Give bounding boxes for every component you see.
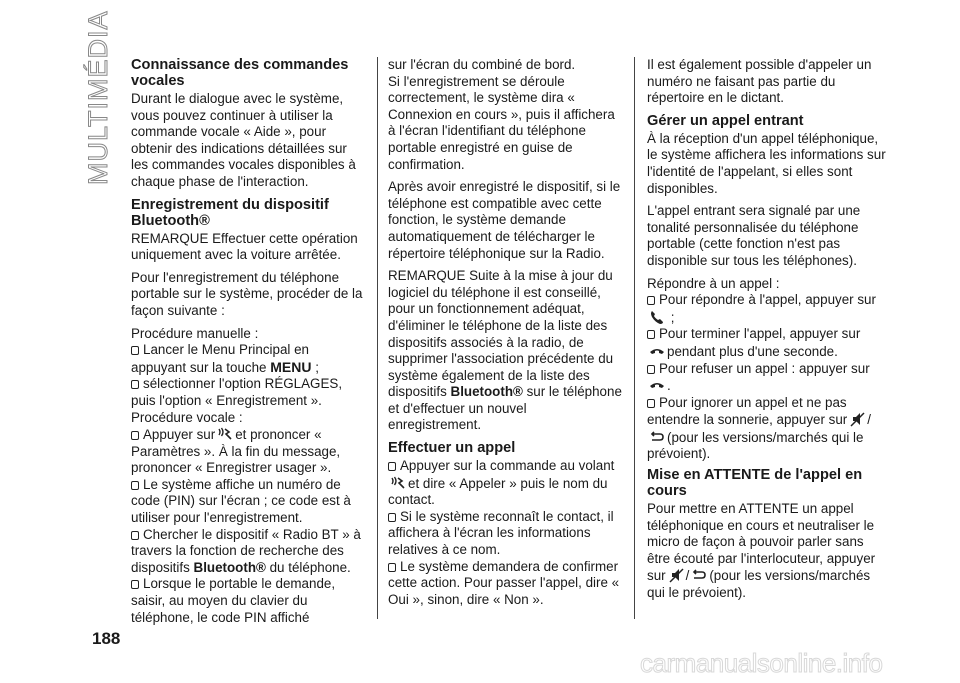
heading-bluetooth-registration: Enregistrement du dispositif Bluetooth®	[131, 196, 329, 229]
mute-icon	[849, 411, 865, 427]
step-item: Pour ignorer un appel et ne pas entendre la sonnerie, appuyer sur / (pour les versions/marchés qui le prévoient).	[647, 394, 871, 462]
paragraph: Après avoir enregistré le dispositif, si le téléphone est compatible avec cette fonction, le système demande automatiquement de télécharger le répertoire téléphonique sur la Radio.	[388, 179, 621, 261]
phone-answer-icon	[649, 309, 665, 325]
paragraph: À la réception d'un appel téléphonique, le système affichera les informations sur l'identité de l'appelant, si elles sont disponibles.	[647, 130, 886, 196]
bullet-icon	[131, 431, 139, 440]
column-1	[131, 57, 364, 626]
paragraph: Durant le dialogue avec le système, vous pouvez continuer à utiliser la commande vocale « Aide », pour obtenir des indications détaillées sur les commandes vocales disponibles à chaque phase de l'interaction.	[131, 91, 356, 189]
heading-incoming-call: Gérer un appel entrant	[647, 112, 804, 129]
bullet-icon	[131, 346, 139, 355]
paragraph: Pour l'enregistrement du téléphone portable sur le système, procéder de la façon suivante :	[131, 269, 363, 318]
step-item: Chercher le dispositif « Radio BT » à travers la fonction de recherche des dispositifs Bluetooth® du téléphone.	[131, 526, 361, 575]
heading-call-hold: Mise en ATTENTE de l'appel en cours	[647, 467, 863, 500]
paragraph: L'appel entrant sera signalé par une tonalité personnalisée du téléphone portable (cette fonction n'est pas disponible sur tous les téléphones).	[647, 203, 861, 268]
column-divider	[634, 57, 635, 619]
step-item: sélectionner l'option RÉGLAGES, puis l'option « Enregistrement ».	[131, 376, 343, 408]
return-arrow-icon	[649, 429, 665, 445]
paragraph: Il est également possible d'appeler un numéro ne faisant pas partie du répertoire en le dictant.	[647, 57, 872, 106]
bullet-icon	[131, 481, 139, 490]
paragraph: Procédure vocale :	[131, 409, 243, 425]
step-item: Lorsque le portable le demande, saisir, au moyen du clavier du téléphone, le code PIN affiché	[131, 576, 336, 625]
return-arrow-icon	[691, 567, 707, 583]
step-item: Le système affiche un numéro de code (PIN) sur l'écran ; ce code est à utiliser pour l'enregistrement.	[131, 476, 351, 526]
page-number: 188	[92, 629, 121, 648]
bullet-icon	[131, 531, 139, 540]
phone-hangup-icon	[649, 343, 665, 359]
bullet-icon	[388, 563, 396, 572]
remark: REMARQUE Suite à la mise à jour du logiciel du téléphone il est conseillé, pour un fonctionnement adéquat, d'éliminer le téléphone de la liste des dispositifs associés à la radio, de supprimer l'association précédente du système également de la liste des dispositifs Bluetooth® sur le téléphone et d'effectuer un nouvel enregistrement.	[388, 268, 622, 433]
paragraph: Pour mettre en ATTENTE un appel téléphonique en cours et neutraliser le micro de façon à pouvoir parler sans être écouté par l'interlocuteur, appuyer sur / (pour les versions/marchés qui le prévoient).	[647, 501, 876, 601]
bullet-icon	[388, 462, 396, 471]
step-item: Pour terminer l'appel, appuyer sur pendant plus d'une seconde.	[647, 326, 887, 360]
bullet-icon	[388, 513, 396, 522]
column-2	[388, 57, 623, 608]
step-item: Appuyer sur et prononcer « Paramètres ». À la fin du message, prononcer « Enregistrer usager ».	[131, 427, 341, 476]
heading-make-call: Effectuer un appel	[388, 440, 516, 457]
section-label: MULTIMÉDIA	[83, 10, 113, 185]
watermark: carmanualsonline.info	[640, 648, 883, 678]
paragraph: sur l'écran du combiné de bord.	[388, 57, 576, 72]
step-item: Lancer le Menu Principal en appuyant sur la touche MENU ;	[131, 342, 319, 375]
heading-voice-commands: Connaissance des commandes vocales	[131, 57, 349, 89]
step-item: Pour répondre à l'appel, appuyer sur ;	[647, 292, 887, 326]
bullet-icon	[647, 296, 655, 305]
phone-hangup-icon	[649, 377, 665, 393]
mute-icon	[668, 567, 684, 583]
step-item: Le système demandera de confirmer cette action. Pour passer l'appel, dire « Oui », sinon, dire « Non ».	[388, 558, 620, 607]
menu-key-label: MENU	[270, 358, 312, 375]
paragraph: Procédure manuelle :	[131, 325, 259, 341]
bullet-icon	[647, 365, 655, 374]
voice-command-icon	[217, 426, 233, 442]
step-item: Appuyer sur la commande au volant et dire « Appeler » puis le nom du contact.	[388, 458, 615, 508]
bullet-icon	[647, 330, 655, 339]
column-divider	[377, 57, 378, 619]
step-item: Si le système reconnaît le contact, il affichera à l'écran les informations relatives à ce nom.	[388, 508, 614, 558]
step-item: Pour refuser un appel : appuyer sur .	[647, 361, 887, 395]
remark: REMARQUE Effectuer cette opération uniquement avec la voiture arrêtée.	[131, 230, 358, 263]
column-3	[647, 57, 887, 608]
voice-command-icon	[390, 475, 406, 491]
bullet-icon	[131, 380, 139, 389]
paragraph: Répondre à un appel :	[647, 275, 780, 291]
bullet-icon	[647, 399, 655, 408]
bullet-icon	[131, 580, 139, 589]
paragraph: Si l'enregistrement se déroule correctement, le système dira « Connexion en cours », puis il affichera à l'écran l'identifiant du téléphone portable enregistré en guise de confirmation.	[388, 73, 615, 172]
